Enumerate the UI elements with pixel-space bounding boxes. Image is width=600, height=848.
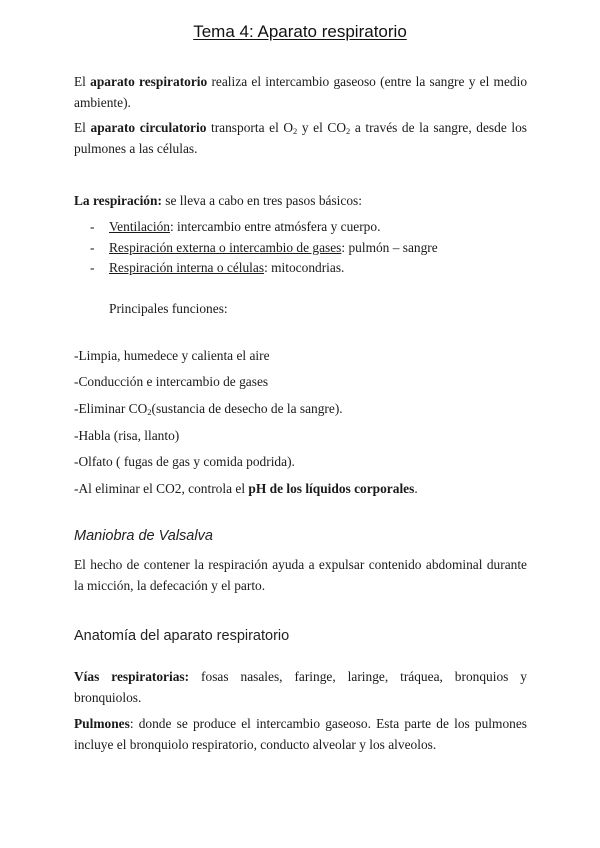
page-title: Tema 4: Aparato respiratorio [193, 22, 407, 41]
respiration-steps-list [90, 217, 530, 279]
list-item: - Respiración interna o células: mitocondrias. [90, 260, 345, 275]
function-item: -Eliminar $CO_2(sustancia$ de desecho de la sangre). [74, 401, 343, 417]
list-item: - Ventilación: intercambio entre atmósfera y cuerpo. [90, 219, 381, 234]
term-aparato-respiratorio: aparato respiratorio [90, 74, 208, 89]
intro-paragraph-respiratory: El aparato respiratorio realiza el intercambio gaseoso (entre la sangre y el medio ambiente). [74, 74, 528, 110]
section-heading-valsalva: Maniobra de Valsalva [74, 528, 213, 544]
functions-heading: Principales funciones: [109, 301, 228, 316]
anatomy-paragraph-pulmones: Pulmones: donde se produce el intercambio gaseoso. Esta parte de los pulmones incluye el bronquiolo respiratorio, conducto alveolar y los alveolos. [74, 716, 527, 752]
respiration-lead: La respiración: se lleva a cabo en tres pasos básicos: [74, 193, 362, 208]
list-item: - Respiración externa o intercambio de gases: pulmón – sangre [90, 239, 438, 255]
function-item: -Olfato ( fugas de gas y comida podrida). [74, 454, 295, 469]
term-aparato-circulatorio: aparato circulatorio [90, 120, 207, 135]
valsalva-paragraph: El hecho de contener la respiración ayuda a expulsar contenido abdominal durante la micción, la defecación y el parto. [74, 557, 527, 593]
function-item: -Conducción e intercambio de gases [74, 374, 269, 389]
function-item: -Habla (risa, llanto) [74, 428, 180, 443]
function-item: -Limpia, humedece y calienta el aire [74, 348, 270, 363]
intro-paragraph-circulatory: El aparato circulatorio transporta el $O_2$ y el $CO_2$ a través de la sangre, desde los pulmones a las células. [74, 120, 527, 156]
function-item: -Al eliminar el CO2, controla el pH de los líquidos corporales. [74, 481, 418, 496]
section-heading-anatomy: Anatomía del aparato respiratorio [74, 628, 290, 644]
anatomy-paragraph-vias: Vías respiratorias: fosas nasales, faringe, laringe, tráquea, bronquios y bronquiolos. [74, 669, 528, 705]
